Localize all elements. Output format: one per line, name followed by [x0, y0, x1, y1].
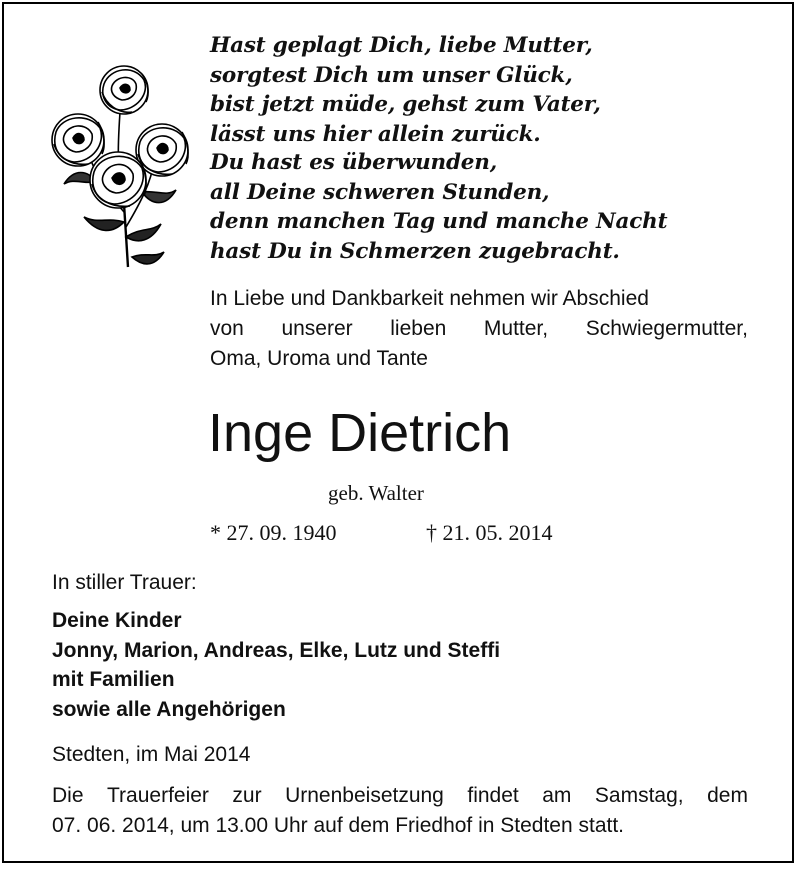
- poem-line: sorgtest Dich um unser Glück,: [210, 62, 573, 88]
- maiden-name: geb. Walter: [328, 481, 424, 505]
- poem-line: Du hast es überwunden,: [210, 150, 497, 175]
- mourner-line: Jonny, Marion, Andreas, Elke, Lutz und Steffi: [52, 638, 501, 662]
- mourner-line: mit Familien: [52, 668, 175, 691]
- service-word: Die: [52, 784, 84, 807]
- poem-stanza-1: [210, 31, 780, 149]
- intro-line: Oma, Uroma und Tante: [210, 347, 428, 370]
- service-word: Urnenbeisetzung: [285, 784, 444, 807]
- service-line: [52, 781, 748, 811]
- intro-word: Mutter,: [483, 317, 549, 340]
- poem-line: lässt uns hier allein zurück.: [210, 121, 541, 147]
- service-word: findet: [467, 784, 519, 807]
- intro-word: unserer: [281, 317, 353, 340]
- roses-illustration-icon: [46, 52, 196, 272]
- intro-word: lieben: [390, 317, 447, 340]
- place-and-date: Stedten, im Mai 2014: [52, 743, 251, 766]
- farewell-intro: [210, 284, 748, 374]
- service-line: 07. 06. 2014, um 13.00 Uhr auf dem Friedhof in Stedten statt.: [52, 814, 625, 837]
- birth-date: * 27. 09. 1940: [210, 520, 337, 545]
- poem-line: denn manchen Tag und manche Nacht: [210, 209, 668, 234]
- mourners-list: [52, 606, 500, 724]
- intro-word: von: [210, 317, 244, 340]
- poem-line: hast Du in Schmerzen zugebracht.: [210, 238, 620, 264]
- mourner-line: sowie alle Angehörigen: [52, 697, 286, 721]
- poem-stanza-2: [210, 148, 780, 266]
- poem-line: bist jetzt müde, gehst zum Vater,: [210, 92, 601, 117]
- deceased-name: Inge Dietrich: [208, 403, 512, 463]
- service-word: zur: [232, 784, 262, 807]
- service-word: dem: [707, 784, 748, 807]
- death-date: † 21. 05. 2014: [426, 520, 553, 545]
- mourning-label: In stiller Trauer:: [52, 571, 197, 594]
- intro-line: [210, 314, 748, 344]
- service-word: Trauerfeier: [107, 784, 209, 807]
- intro-word: Schwiegermutter,: [585, 317, 748, 340]
- poem-line: Hast geplagt Dich, liebe Mutter,: [210, 33, 593, 58]
- poem-line: all Deine schweren Stunden,: [210, 179, 550, 205]
- service-word: Samstag,: [594, 784, 684, 807]
- service-word: am: [542, 784, 572, 807]
- service-notice: [52, 781, 748, 841]
- intro-line: In Liebe und Dankbarkeit nehmen wir Abschied: [210, 287, 649, 310]
- mourner-line: Deine Kinder: [52, 609, 182, 632]
